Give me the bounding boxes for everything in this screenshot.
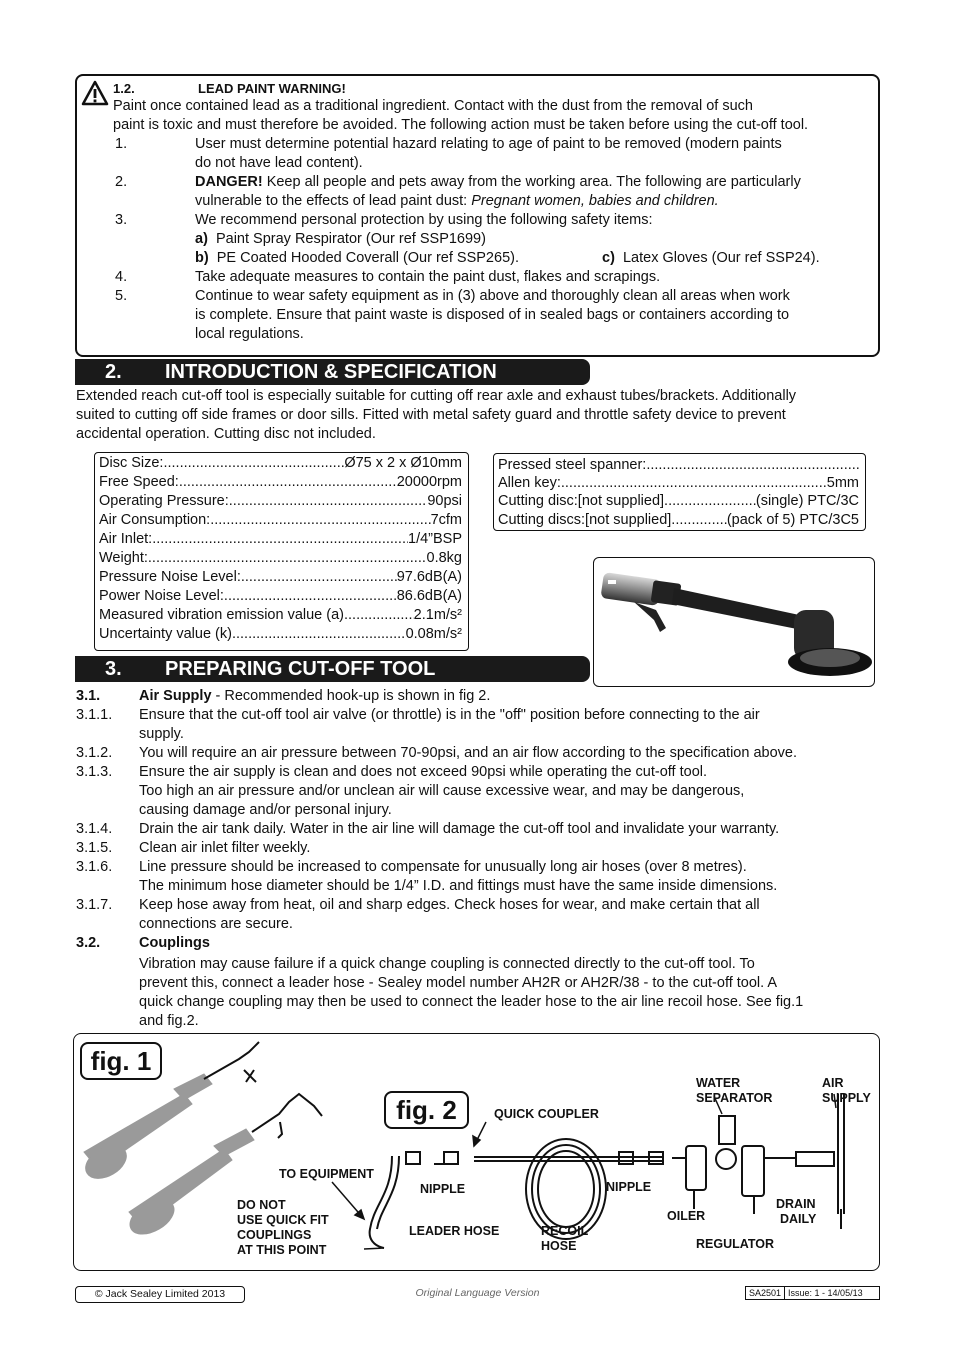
list-num: 3.1.3. [76, 764, 113, 780]
fig-2-label: fig. 2 [384, 1091, 469, 1129]
spec-label: Pressure Noise Level: [99, 569, 241, 585]
warning-item-num: 1. [115, 136, 128, 152]
spec-label: Cutting discs:[not supplied] [498, 512, 672, 528]
label-to-equipment: TO EQUIPMENT [279, 1167, 374, 1181]
spec-table-right [493, 453, 866, 531]
vulnerable-groups: Pregnant women, babies and children. [471, 193, 719, 209]
spec-value: (pack of 5) PTC/3C5 [726, 512, 859, 528]
spec-value: (single) PTC/3C [755, 493, 859, 509]
spec-row [99, 530, 462, 549]
warning-intro-line: paint is toxic and must therefore be avoided. The following action must be taken before using the cut-off tool. [113, 117, 809, 133]
label-water-separator: WATER [696, 1076, 741, 1090]
intro-paragraph-line: suited to cutting off side frames or door sills. Fitted with metal safety guard and throttle safety device to prevent [76, 407, 786, 423]
spec-row [99, 606, 462, 625]
spec-label: Allen key: [498, 475, 561, 491]
warning-item-text: is complete. Ensure that paint waste is disposed of in sealed bags or containers according to [195, 307, 790, 323]
spec-row [99, 454, 462, 473]
label-do-not: AT THIS POINT [237, 1243, 327, 1257]
warning-item-text: do not have lead content). [195, 155, 363, 171]
spec-label: Uncertainty value (k) [99, 626, 232, 642]
safety-item-text: Paint Spray Respirator (Our ref SSP1699) [215, 231, 486, 247]
list-num: 3.1. [76, 688, 101, 704]
list-item-text: Vibration may cause failure if a quick change coupling is connected directly to the cut-off tool. To [139, 956, 755, 972]
warning-heading-num: 1.2. [113, 81, 135, 96]
figures-panel [73, 1033, 880, 1271]
issue-date: Issue: 1 - 14/05/13 [784, 1287, 866, 1299]
spec-label: Free Speed: [99, 474, 179, 490]
danger-label: DANGER! [195, 174, 263, 190]
list-item-text: The minimum hose diameter should be 1/4” I.D. and fittings must have the same inside dimensions. [139, 878, 778, 894]
intro-paragraph-line: accidental operation. Cutting disc not included. [76, 426, 376, 442]
list-item-text: Line pressure should be increased to compensate for unusually long air hoses (over 8 metres). [139, 859, 747, 875]
spec-value: 86.6dB(A) [396, 588, 462, 604]
cut-off-tool-image [594, 558, 874, 686]
list-num: 3.1.6. [76, 859, 113, 875]
list-item-heading: Couplings [139, 935, 210, 951]
safety-item-a [195, 230, 486, 249]
spec-row [99, 549, 462, 568]
lead-paint-warning-box [75, 74, 880, 357]
section-number: 3. [105, 658, 122, 680]
spec-row [99, 473, 462, 492]
list-item-text: causing damage and/or personal injury. [139, 802, 392, 818]
warning-item-text-part: Keep all people and pets away from the working area. The following are particularly [262, 174, 801, 190]
spec-row [99, 568, 462, 587]
safety-item-b [195, 249, 519, 268]
spec-value: 7cfm [430, 512, 462, 528]
warning-item-text: Continue to wear safety equipment as in (3) above and thoroughly clean all areas when work [195, 288, 790, 304]
list-item-text: Ensure the air supply is clean and does not exceed 90psi while operating the cut-off tool. [139, 764, 708, 780]
list-item-text: and fig.2. [139, 1013, 199, 1029]
warning-item-num: 3. [115, 212, 128, 228]
list-num: 3.1.2. [76, 745, 113, 761]
label-regulator: REGULATOR [696, 1237, 775, 1251]
safety-item-key: c) [602, 250, 615, 266]
spec-table-left [94, 452, 469, 651]
spec-value: 97.6dB(A) [396, 569, 462, 585]
warning-intro-line: Paint once contained lead as a traditional ingredient. Contact with the dust from the removal of such [113, 98, 753, 114]
safety-item-text: PE Coated Hooded Coverall (Our ref SSP265). [216, 250, 519, 266]
warning-item-text: We recommend personal protection by using the following safety items: [195, 212, 653, 228]
list-item-text: - Recommended hook-up is shown in fig 2. [211, 688, 491, 704]
label-air-supply: AIR [822, 1076, 844, 1090]
fig-1-label: fig. 1 [80, 1042, 162, 1080]
label-leader-hose: LEADER HOSE [409, 1224, 500, 1238]
label-oiler: OILER [667, 1209, 706, 1223]
warning-item-num: 2. [115, 174, 128, 190]
spec-value: 0.08m/s² [405, 626, 462, 642]
label-do-not: COUPLINGS [237, 1228, 312, 1242]
warning-item-num: 4. [115, 269, 128, 285]
list-item-text: You will require an air pressure between 70-90psi, and an air flow according to the specification above. [139, 745, 797, 761]
warning-item-text [195, 192, 719, 211]
label-recoil-hose: RECOIL [541, 1224, 589, 1238]
spec-label: Power Noise Level: [99, 588, 224, 604]
section-3-header [75, 656, 590, 682]
copyright: © Jack Sealey Limited 2013 [75, 1286, 245, 1303]
safety-item-c [602, 249, 820, 268]
warning-triangle-icon [81, 80, 109, 106]
spec-label: Operating Pressure: [99, 493, 229, 509]
list-item-text: Too high an air pressure and/or unclean air will cause excessive wear, and may be dangerous, [139, 783, 745, 799]
spec-value: Ø75 x 2 x Ø10mm [344, 455, 462, 471]
safety-item-key: b) [195, 250, 209, 266]
list-item-text: connections are secure. [139, 916, 293, 932]
spec-value: 5mm [826, 475, 859, 491]
list-item-text: Keep hose away from heat, oil and sharp edges. Check hoses for wear, and make certain that all [139, 897, 760, 913]
section-title: INTRODUCTION & SPECIFICATION [165, 361, 497, 383]
section-number: 2. [105, 361, 122, 383]
list-item-text: prevent this, connect a leader hose - Sealey model number AH2R or AH2R/38 - to the cut-off tool. A [139, 975, 778, 991]
original-language-note: Original Language Version [415, 1287, 540, 1299]
label-quick-coupler: QUICK COUPLER [494, 1107, 599, 1121]
spec-row [498, 456, 859, 475]
spec-label: Air Consumption: [99, 512, 211, 528]
spec-label: Disc Size: [99, 455, 164, 471]
safety-item-key: a) [195, 231, 208, 247]
label-drain-daily: DAILY [780, 1212, 817, 1226]
list-num: 3.1.7. [76, 897, 113, 913]
warning-item-num: 5. [115, 288, 128, 304]
spec-row [99, 587, 462, 606]
list-item-text: quick change coupling may then be used to connect the leader hose to the air line recoil hose. See fig.1 [139, 994, 804, 1010]
list-item-text: supply. [139, 726, 184, 742]
spec-row [99, 511, 462, 530]
spec-label: Pressed steel spanner: [498, 457, 647, 473]
label-do-not: DO NOT [237, 1198, 286, 1212]
safety-item-text: Latex Gloves (Our ref SSP24). [622, 250, 820, 266]
issue-box [745, 1286, 880, 1300]
list-item-text: Clean air inlet filter weekly. [139, 840, 311, 856]
section-title: PREPARING CUT-OFF TOOL [165, 658, 436, 680]
spec-row [99, 625, 462, 644]
list-num: 3.1.4. [76, 821, 113, 837]
label-recoil-hose: HOSE [541, 1239, 577, 1253]
spec-value: 90psi [427, 493, 462, 509]
warning-item-text-part: vulnerable to the effects of lead paint dust: [195, 193, 472, 209]
spec-value: 20000rpm [396, 474, 462, 490]
list-item-text: Drain the air tank daily. Water in the air line will damage the cut-off tool and invalidate your warranty. [139, 821, 780, 837]
warning-item-text [195, 173, 801, 192]
product-image [593, 557, 875, 687]
spec-value: 2.1m/s² [413, 607, 462, 623]
warning-heading [113, 79, 346, 98]
list-item-heading: Air Supply [139, 688, 212, 704]
label-water-separator: SEPARATOR [696, 1091, 773, 1105]
warning-item-text: Take adequate measures to contain the paint dust, flakes and scrapings. [195, 269, 661, 285]
warning-item-text: User must determine potential hazard relating to age of paint to be removed (modern paints [195, 136, 782, 152]
label-drain-daily: DRAIN [776, 1197, 816, 1211]
list-item-text: Ensure that the cut-off tool air valve (or throttle) is in the "off" position before connecting to the air [139, 707, 760, 723]
list-num: 3.2. [76, 935, 101, 951]
label-nipple: NIPPLE [606, 1180, 652, 1194]
spec-label: Air Inlet: [99, 531, 153, 547]
label-nipple: NIPPLE [420, 1182, 466, 1196]
spec-row [498, 511, 859, 530]
spec-value: 1/4”BSP [408, 531, 462, 547]
label-air-supply: SUPPLY [822, 1091, 871, 1105]
spec-label: Cutting disc:[not supplied] [498, 493, 665, 509]
model-number: SA2501 [749, 1288, 782, 1298]
warning-heading-title: LEAD PAINT WARNING! [198, 81, 346, 96]
spec-label: Measured vibration emission value (a) [99, 607, 344, 623]
spec-row [498, 474, 859, 493]
warning-item-text: local regulations. [195, 326, 304, 342]
spec-label: Weight: [99, 550, 148, 566]
list-num: 3.1.1. [76, 707, 113, 723]
list-num: 3.1.5. [76, 840, 113, 856]
spec-row [99, 492, 462, 511]
section-2-header [75, 359, 590, 385]
spec-value: 0.8kg [426, 550, 462, 566]
label-do-not: USE QUICK FIT [237, 1213, 329, 1227]
intro-paragraph-line: Extended reach cut-off tool is especially suitable for cutting off rear axle and exhaust tubes/brackets. Additionally [76, 388, 797, 404]
spec-row [498, 492, 859, 511]
